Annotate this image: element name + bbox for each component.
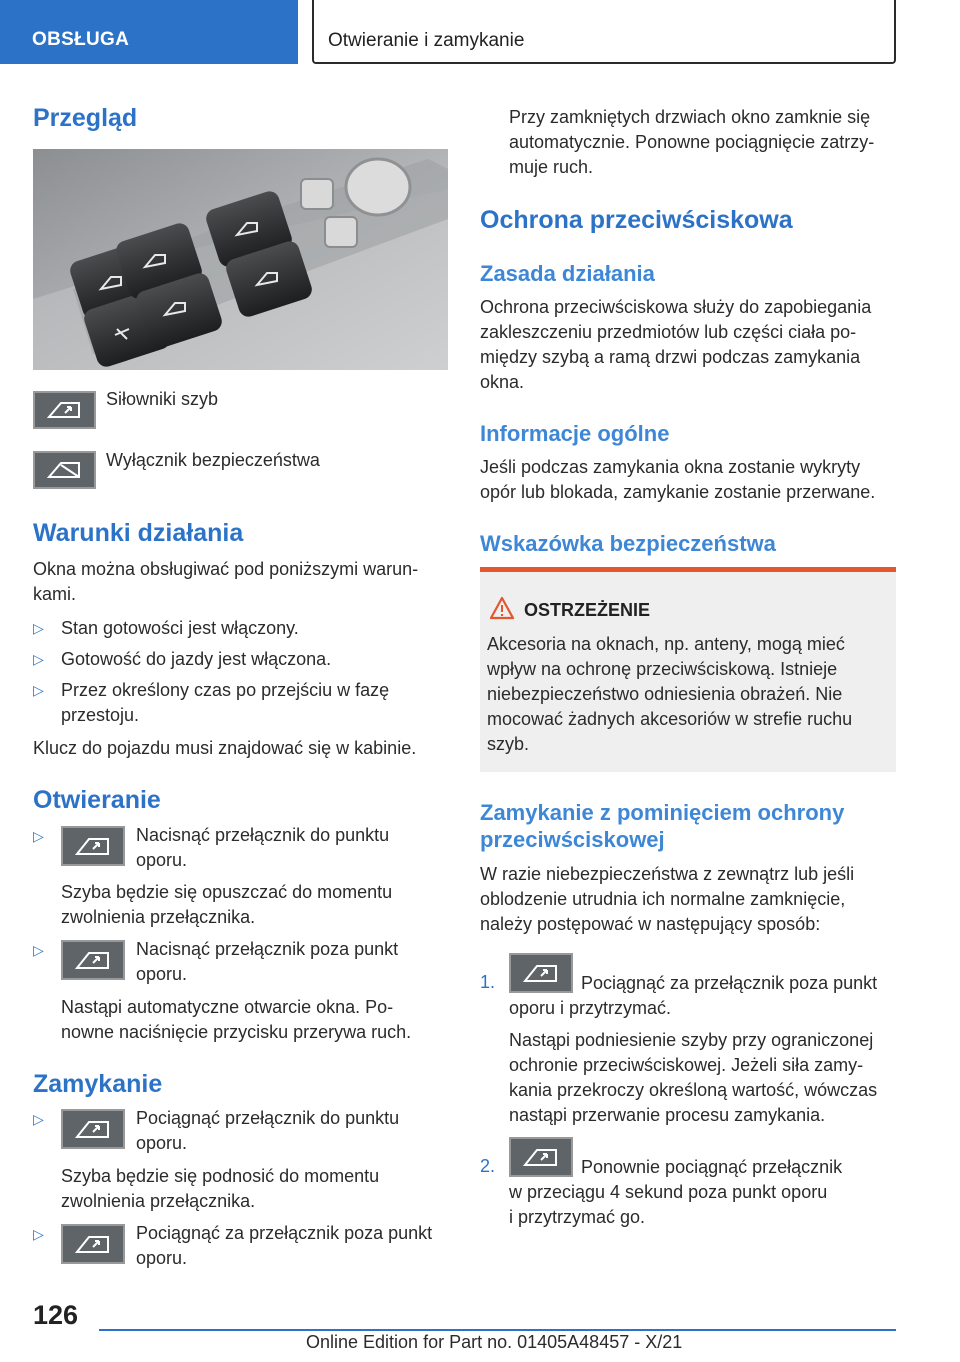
paragraph-line: należy postępować w następujący sposób: [480, 914, 821, 934]
step-result: ochronie przeciwściskowej. Jeżeli siła zamy- [509, 1055, 864, 1075]
pinch-protection-heading: Ochrona przeciwściskowa [480, 206, 793, 234]
paragraph-line: kami. [33, 584, 77, 604]
opening-heading: Otwieranie [33, 786, 161, 814]
warning-triangle-icon [489, 596, 515, 620]
paragraph-line: okna. [480, 372, 525, 392]
warning-text: mocować żadnych akcesoriów w strefie ruchu [487, 709, 853, 729]
paragraph-line: oblodzenie utrudnia ich normalne zamknięcie, [480, 889, 846, 909]
window-lift-icon [33, 391, 96, 429]
step-result: muje ruch. [509, 157, 594, 177]
step-number: 1. [480, 972, 496, 992]
window-lift-icon [509, 953, 573, 993]
window-lift-icon [61, 940, 125, 980]
window-lift-icon [61, 826, 125, 866]
bullet-icon: ▷ [33, 651, 44, 667]
general-info-heading: Informacje ogólne [480, 421, 670, 446]
step-result: Nastąpi podniesienie szyby przy ograniczonej [509, 1030, 874, 1050]
step-result: kania przekroczy określoną wartość, wówczas [509, 1080, 878, 1100]
step-result: Szyba będzie się podnosić do momentu [61, 1166, 380, 1186]
safety-switch-icon [33, 451, 96, 489]
step-result: Przy zamkniętych drzwiach okno zamknie się [509, 107, 871, 127]
step-result: Nastąpi automatyczne otwarcie okna. Po- [61, 997, 394, 1017]
step-text: oporu. [136, 1133, 188, 1153]
principle-heading: Zasada działania [480, 261, 655, 286]
warning-title: OSTRZEŻENIE [524, 600, 651, 620]
page-number: 126 [33, 1300, 79, 1330]
bullet-icon: ▷ [33, 828, 44, 844]
edition-note: Online Edition for Part no. 01405A48457 - X/21 [306, 1332, 683, 1352]
warning-text: Akcesoria na oknach, np. anteny, mogą mieć [487, 634, 845, 654]
step-text: Pociągnąć przełącznik do punktu [136, 1108, 400, 1128]
step-result: automatycznie. Ponowne pociągnięcie zatrzy- [509, 132, 875, 152]
step-text: oporu i przytrzymać. [509, 998, 672, 1018]
override-heading: przeciwściskowej [480, 827, 665, 852]
warning-box [480, 567, 896, 772]
paragraph-line: zakleszczeniu przedmiotów lub części ciała po- [480, 322, 857, 342]
chapter-title: Otwieranie i zamykanie [328, 30, 525, 51]
paragraph-line: W razie niebezpieczeństwa z zewnątrz lub jeśli [480, 864, 855, 884]
step-text: Ponownie pociągnąć przełącznik [581, 1157, 843, 1177]
legend-label: Wyłącznik bezpieczeństwa [106, 450, 320, 470]
bullet-icon: ▷ [33, 942, 44, 958]
window-switch-photo [33, 149, 448, 370]
section-tab [0, 0, 298, 64]
bullet-icon: ▷ [33, 1226, 44, 1242]
paragraph-line: opór lub blokada, zamykanie zostanie przerwane. [480, 482, 876, 502]
list-item: Przez określony czas po przejściu w fazę [61, 680, 390, 700]
warning-text: niebezpieczeństwo odniesienia obrażeń. Nie [487, 684, 843, 704]
chapter-header [312, 0, 896, 64]
bullet-icon: ▷ [33, 620, 44, 636]
section-title: OBSŁUGA [32, 29, 130, 50]
step-result: Szyba będzie się opuszczać do momentu [61, 882, 393, 902]
paragraph-line: Ochrona przeciwściskowa służy do zapobiegania [480, 297, 872, 317]
bullet-icon: ▷ [33, 1111, 44, 1127]
step-text: Nacisnąć przełącznik poza punkt [136, 939, 399, 959]
warning-text: wpływ na ochronę przeciwściskową. Istnieje [487, 659, 838, 679]
step-text: oporu. [136, 1248, 188, 1268]
step-text: i przytrzymać go. [509, 1207, 646, 1227]
step-result: nastąpi przerwanie procesu zamykania. [509, 1105, 826, 1125]
step-number: 2. [480, 1156, 496, 1176]
overview-heading: Przegląd [33, 104, 138, 132]
paragraph-line: Klucz do pojazdu musi znajdować się w kabinie. [33, 738, 417, 758]
step-result: nowne naciśnięcie przycisku przerywa ruch. [61, 1022, 412, 1042]
step-result: zwolnienia przełącznika. [61, 907, 256, 927]
step-text: oporu. [136, 964, 188, 984]
list-item: Stan gotowości jest włączony. [61, 618, 299, 638]
list-item: Gotowość do jazdy jest włączona. [61, 649, 332, 669]
override-heading: Zamykanie z pominięciem ochrony [480, 800, 845, 825]
bullet-icon: ▷ [33, 682, 44, 698]
footer-divider [99, 1329, 896, 1331]
step-text: Pociągnąć za przełącznik poza punkt [581, 973, 878, 993]
window-lift-icon [61, 1109, 125, 1149]
warning-text: szyb. [487, 734, 530, 754]
safety-heading: Wskazówka bezpieczeństwa [480, 531, 776, 556]
step-text: Pociągnąć za przełącznik poza punkt [136, 1223, 433, 1243]
closing-heading: Zamykanie [33, 1070, 163, 1098]
list-item: przestoju. [61, 705, 140, 725]
step-text: oporu. [136, 850, 188, 870]
legend-label: Siłowniki szyb [106, 389, 219, 409]
step-text: w przeciągu 4 sekund poza punkt oporu [509, 1182, 828, 1202]
paragraph-line: Okna można obsługiwać pod poniższymi warun- [33, 559, 419, 579]
window-lift-icon [509, 1137, 573, 1177]
conditions-heading: Warunki działania [33, 519, 244, 547]
window-lift-icon [61, 1224, 125, 1264]
paragraph-line: między szybą a ramą drzwi podczas zamykania [480, 347, 861, 367]
step-result: zwolnienia przełącznika. [61, 1191, 256, 1211]
paragraph-line: Jeśli podczas zamykania okna zostanie wykryty [480, 457, 861, 477]
step-text: Nacisnąć przełącznik do punktu [136, 825, 390, 845]
